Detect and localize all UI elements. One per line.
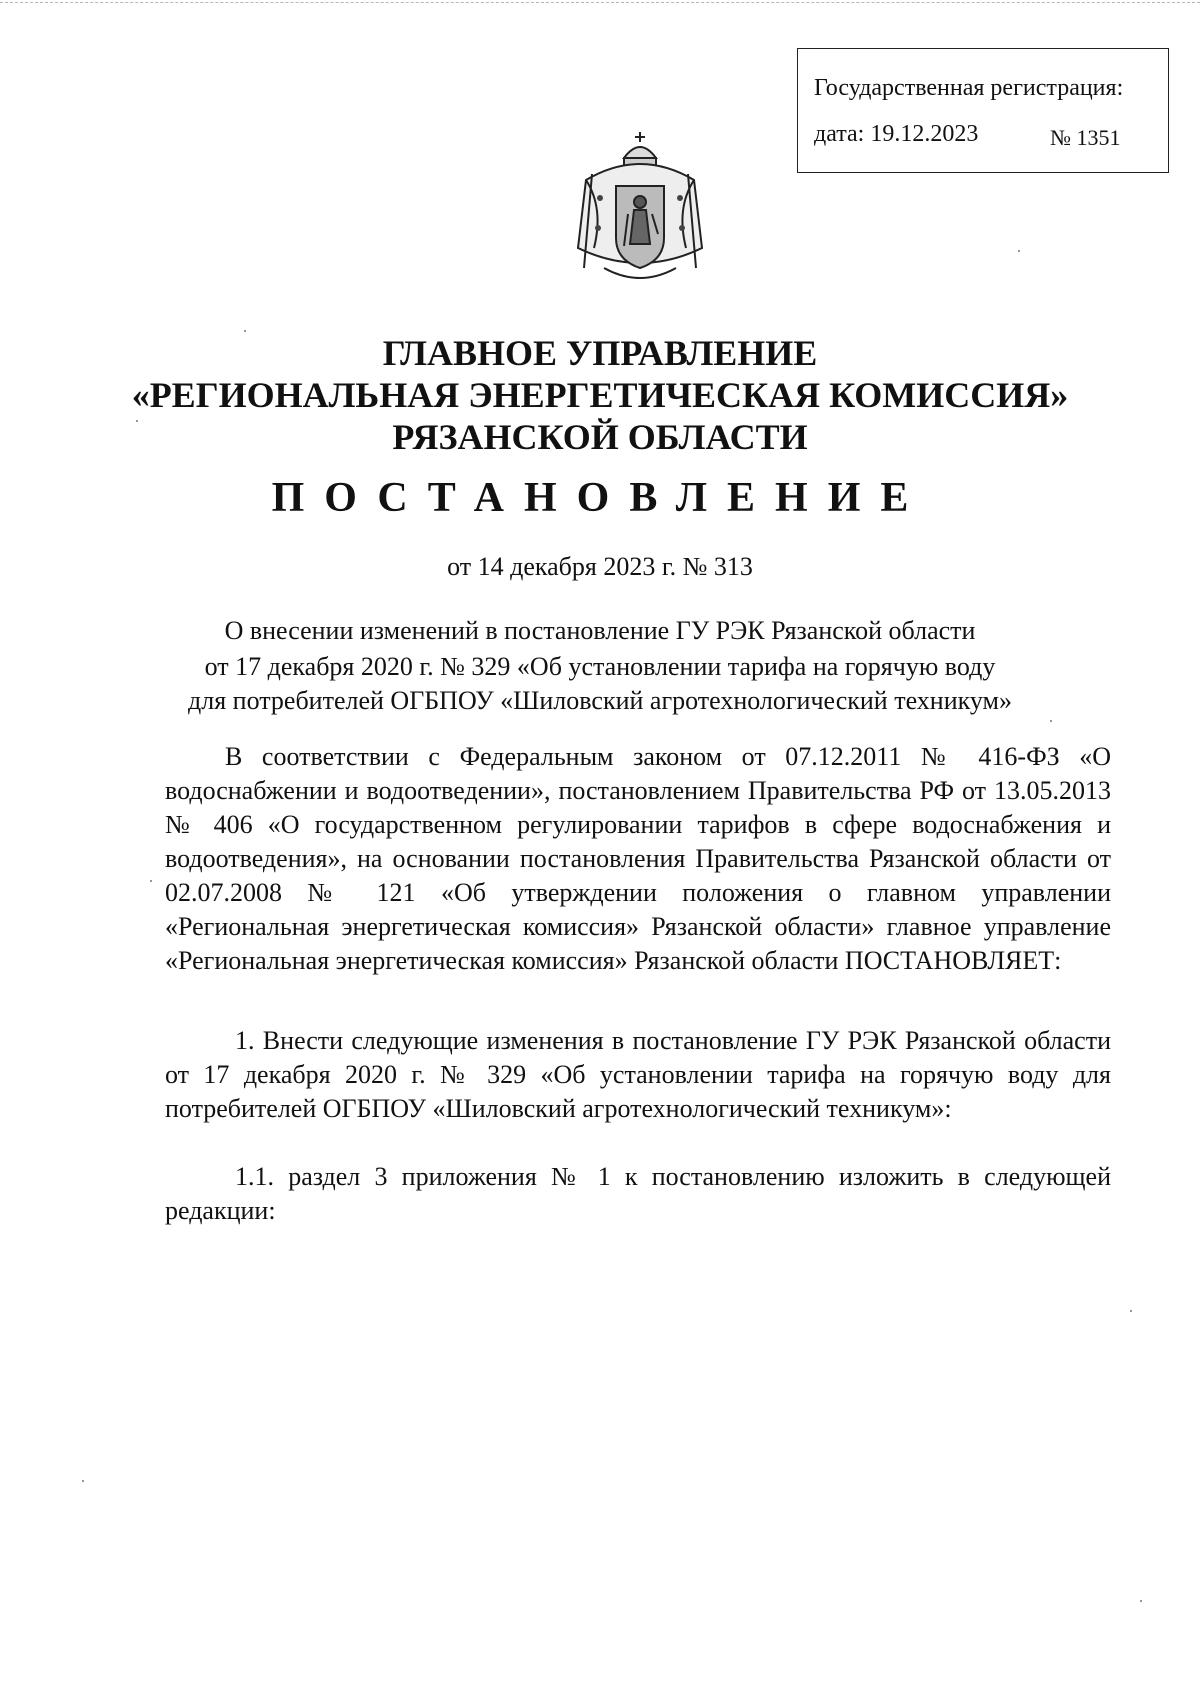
subject-line-3: для потребителей ОГБПОУ «Шиловский агротехнологический техникум» [188,686,1012,715]
scan-speck [1018,250,1020,252]
registration-title: Государственная регистрация: [814,75,1124,101]
scan-speck [150,880,152,882]
registration-date: дата: 19.12.2023 [814,121,979,147]
ryazan-coat-of-arms-icon [564,128,716,290]
subject-line-1: О внесении изменений в постановление ГУ РЭК Рязанской области [224,616,976,645]
document-type: ПОСТАНОВЛЕНИЕ [271,475,929,521]
registration-number: № 1351 [1050,125,1121,150]
item-1-1-paragraph: 1.1. раздел 3 приложения № 1 к постановлению изложить в следующей редакции: [165,1162,1111,1225]
scan-edge [0,2,1200,11]
subject-line-2: от 17 декабря 2020 г. № 329 «Об установлении тарифа на горячую воду [204,652,996,681]
scan-speck [244,330,246,332]
authority-line-1: ГЛАВНОЕ УПРАВЛЕНИЕ [382,333,818,373]
authority-line-3: РЯЗАНСКОЙ ОБЛАСТИ [392,417,808,457]
scan-speck [1140,1600,1142,1602]
scan-speck [1130,1310,1132,1312]
document-date-number: от 14 декабря 2023 г. № 313 [447,552,753,581]
item-1-paragraph: 1. Внести следующие изменения в постановление ГУ РЭК Рязанской области от 17 декабря 2020 г. № 329 «Об установлении тарифа на горячую воду для потребителей ОГБПОУ «Шиловский агротехнологический техникум»: [165,1026,1111,1123]
registration-stamp [797,48,1169,173]
preamble-paragraph: В соответствии с Федеральным законом от 07.12.2011 № 416-ФЗ «О водоснабжении и водоотведении», постановлением Правительства РФ от 13.05.2013 № 406 «О государственном регулировании тарифов в сфере водоснабжения и водоотведения», на основании постановления Правительства Рязанской области от 02.07.2008 № 121 «Об утверждении положения о главном управлении «Региональная энергетическая комиссия» Рязанской области» главное управление «Региональная энергетическая комиссия» Рязанской области ПОСТАНОВЛЯЕТ: [165,742,1111,975]
scan-speck [1050,720,1052,722]
authority-line-2: «РЕГИОНАЛЬНАЯ ЭНЕРГЕТИЧЕСКАЯ КОМИССИЯ» [131,375,1069,415]
scan-speck [82,1480,84,1482]
scan-speck [136,420,138,422]
